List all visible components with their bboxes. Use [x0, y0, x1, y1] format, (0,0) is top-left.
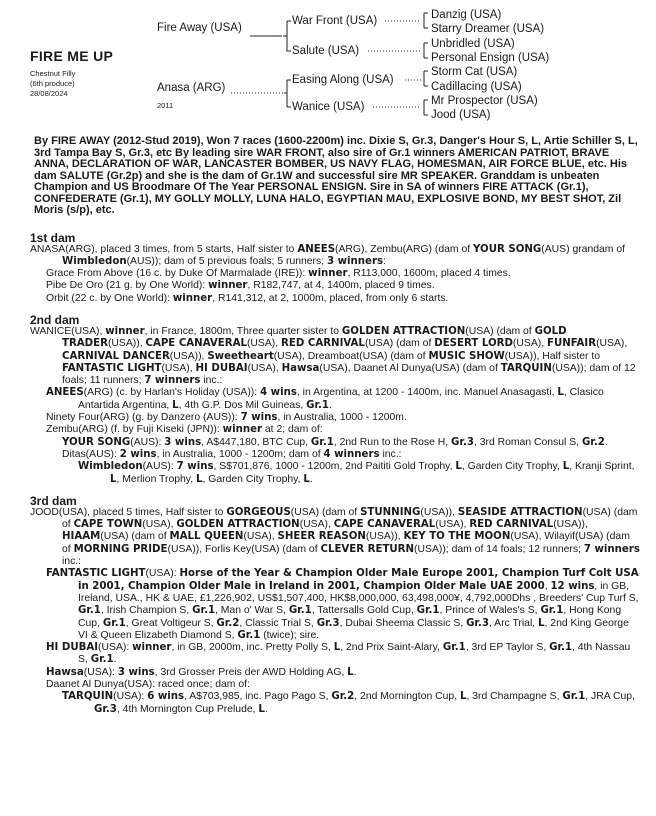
entry-text: , Merlion Trophy,	[116, 473, 196, 485]
highlight-text: HI DUBAI	[195, 362, 248, 374]
entry-text: (USA):	[98, 642, 133, 654]
entry-text: , Irish Champion S,	[100, 605, 193, 617]
entry-text: (USA),	[247, 362, 282, 374]
entry-text: .	[604, 436, 608, 448]
highlight-text: L	[562, 461, 570, 473]
pedigree-entry	[30, 679, 640, 691]
entry-text: .	[113, 654, 117, 666]
highlight-text: 7 winners	[144, 375, 201, 387]
entry-text: (USA), Wilayif(USA) (dam of	[62, 531, 630, 555]
highlight-text: 4 winners	[323, 448, 380, 460]
highlight-text: Horse of the Year & Champion Older Male Europe 2001, Champion Turf Colt USA in 2001, Champion Older Male in Ireland in 2001, Champion Older Male UAE 2000	[78, 568, 639, 592]
entry-text: , A$447,180, BTC Cup,	[201, 436, 311, 448]
entry-text: JOOD(USA), placed 5 times, Half sister to	[30, 506, 227, 518]
highlight-text: MUSIC SHOW	[428, 350, 505, 362]
entry-text: , 2nd Prix Saint-Alary,	[340, 642, 443, 654]
entry-text: , in Argentina, at 1200 - 1400m, inc. Manuel Anasagasti,	[296, 387, 558, 399]
entry-text: (USA), Dreamboat(USA) (dam of	[273, 350, 429, 362]
highlight-text: Gr.1	[540, 605, 564, 617]
highlight-text: Gr.1	[306, 399, 329, 411]
ancestor-dss: Storm Cat (USA)	[431, 66, 518, 78]
entry-text: , 3rd Roman Consul S,	[473, 436, 582, 448]
highlight-text: 6 wins	[147, 691, 185, 703]
family-sections	[30, 232, 640, 716]
highlight-text: CAPE CANAVERAL	[333, 519, 436, 531]
entry-text: , in Australia, 1000 - 1200m.	[277, 412, 407, 424]
highlight-text: RED CARNIVAL	[469, 519, 554, 531]
highlight-text: Gr.3	[466, 617, 489, 629]
entry-text: (USA),	[246, 338, 282, 350]
highlight-text: L	[455, 461, 462, 473]
sire-sire: War Front (USA)	[292, 15, 378, 27]
section-heading: 2nd dam	[30, 312, 80, 327]
highlight-text: SEASIDE ATTRACTION	[457, 506, 583, 518]
dam-section	[30, 495, 640, 716]
entry-text: (USA) (dam of	[100, 531, 170, 543]
entry-text: (USA)),	[553, 519, 588, 531]
entry-text: (USA) (dam of	[62, 506, 638, 531]
highlight-text: 7 winners	[583, 543, 640, 555]
entry-text: (USA)), Half sister to	[504, 350, 601, 362]
highlight-text: Hawsa	[281, 362, 320, 374]
highlight-text: YOUR SONG	[62, 436, 131, 448]
highlight-text: Gr.1	[549, 642, 572, 654]
highlight-text: TARQUIN	[500, 362, 552, 374]
entry-text: (AUS):	[130, 436, 165, 448]
entry-text: , in Australia, 1000 - 1200m; dam of	[156, 448, 324, 460]
pedigree-entry	[46, 387, 640, 412]
pedigree-entry	[30, 280, 640, 292]
highlight-text: HIAAM	[62, 531, 101, 543]
pedigree-entry	[46, 568, 640, 642]
highlight-text: 3 wins	[117, 666, 155, 678]
entry-text: Zembu(ARG) (f. by Fuji Kiseki (JPN)):	[46, 424, 223, 436]
entry-text: , in GB, 2000m, inc. Pretty Polly S,	[171, 642, 334, 654]
entry-text: (ARG) (c. by Harlan's Holiday (USA)):	[83, 387, 261, 399]
pedigree-entry	[30, 268, 640, 280]
entry-text: (USA)),	[107, 338, 146, 350]
entry-text: , A$703,985, inc. Pago Pago S,	[184, 691, 332, 703]
entry-text: (USA),	[243, 531, 278, 543]
entry-text: Grace From Above (16 c. by Duke Of Marmalade (IRE)):	[46, 268, 309, 280]
entry-text: WANICE(USA),	[30, 325, 106, 337]
highlight-text: L	[303, 473, 310, 485]
entry-text: inc.:	[200, 375, 223, 387]
entry-text: , R113,000, 1600m, placed 4 times.	[347, 268, 511, 280]
highlight-text: 4 wins	[260, 387, 297, 399]
ancestor-sds: Unbridled (USA)	[431, 38, 515, 50]
highlight-text: Wimbledon	[78, 461, 143, 473]
sire-introduction: By FIRE AWAY (2012-Stud 2019), Won 7 races (1600-2200m) inc. Dixie S, Gr.3, Danger's Hour S, L, Artie Schiller S, L, 3rd Tampa Bay S, Gr.3, etc By leading sire WAR FRONT, also sire of Gr.1 winners AMERICAN PATRIOT, BRAVE ANNA, DECLARATION OF WAR, LANCASTER BOMBER, US NAVY FLAG, HOMESMAN, AIR FORCE BLUE, etc. His dam SALUTE (Gr.2p) and she is the dam of Gr.1W and successful sire MR SPEAKER. Granddam is unbeaten Champion and US Broodmare Of The Year PERSONAL ENSIGN. Sire in SA of winners FIRE ATTACK (Gr.1), CONFEDERATE (Gr.1), MY GOLLY MOLLY, LUNA HALO, EGYPTIAN MAU, EXPLOSIVE BOND, MY BEST SHOT, Zil Moris (s/p), etc.	[34, 135, 638, 216]
entry-text: ANASA(ARG), placed 3 times, from 5 starts, Half sister to	[30, 243, 298, 255]
highlight-text: RED CARNIVAL	[281, 338, 365, 350]
highlight-text: STUNNING	[360, 506, 421, 518]
entry-text: (USA)), Forlis Key(USA) (dam of	[167, 543, 321, 555]
entry-text: , Clasico Antartida Argentina,	[78, 387, 604, 411]
entry-text: at 2; dam of:	[262, 424, 323, 436]
highlight-text: TARQUIN	[62, 691, 114, 703]
pedigree-entry	[30, 506, 640, 568]
date-of-birth: 28/08/2024	[30, 89, 68, 98]
entry-text: .	[264, 703, 268, 715]
highlight-text: DESERT LORD	[434, 338, 513, 350]
highlight-text: 3 winners	[326, 255, 384, 267]
highlight-text: L	[459, 691, 467, 703]
catalogue-text	[30, 136, 640, 725]
entry-text: inc.:	[379, 448, 402, 460]
highlight-text: 12 wins	[550, 580, 595, 592]
entry-text: Ditas(AUS):	[62, 448, 120, 460]
pedigree-entry	[62, 437, 640, 449]
entry-text: (USA)),	[420, 506, 458, 518]
entry-text: , 3rd EP Taylor S,	[465, 642, 550, 654]
pedigree-entry	[46, 642, 640, 667]
entry-text: , 3rd Champagne S,	[466, 691, 563, 703]
entry-text: (USA):	[83, 666, 118, 678]
highlight-text: Gr.1	[562, 691, 586, 703]
highlight-text: L	[196, 473, 203, 485]
dam-section	[30, 314, 640, 486]
entry-text: (USA)),	[365, 531, 404, 543]
entry-text: (USA) (dam of	[364, 338, 435, 350]
highlight-text: L	[172, 399, 179, 411]
entry-text: Daanet Al Dunya(USA): raced once; dam of:	[46, 679, 250, 690]
entry-text: inc.:	[62, 556, 82, 568]
highlight-text: FUNFAIR	[546, 338, 597, 350]
entry-text: (USA):	[145, 568, 180, 580]
pedigree-entry	[30, 293, 640, 305]
highlight-text: Gr.3	[316, 617, 340, 629]
entry-text: .	[353, 666, 357, 678]
produce-number: (6th produce)	[30, 79, 75, 88]
entry-text: , 2nd Run to the Rose H,	[333, 436, 452, 448]
entry-text: :	[383, 255, 386, 267]
dam-year: 2011	[157, 101, 174, 110]
highlight-text: FANTASTIC LIGHT	[46, 568, 146, 580]
highlight-text: HI DUBAI	[46, 642, 99, 654]
highlight-text: Gr.1	[310, 436, 334, 448]
entry-text: (ARG), Zembu(ARG) (dam of	[335, 243, 474, 255]
entry-text: Orbit (22 c. by One World):	[46, 292, 173, 304]
entry-text: (USA), Daanet Al Dunya(USA) (dam of	[319, 362, 501, 374]
entry-text: , Kranji Sprint,	[569, 461, 635, 473]
highlight-text: Gr.1	[102, 617, 126, 629]
highlight-text: Gr.3	[94, 703, 117, 715]
entry-text: , Hong Kong Cup,	[78, 605, 622, 629]
entry-text: (USA),	[435, 519, 470, 531]
pedigree-entry	[30, 412, 640, 424]
highlight-text: Gr.1	[192, 605, 216, 617]
entry-text: (AUS) grandam of	[541, 243, 625, 255]
highlight-text: winner	[132, 642, 172, 654]
pedigree-entry	[30, 243, 640, 269]
horse-name: FIRE ME UP	[30, 48, 114, 64]
entry-text: , 4th Mornington Cup Prelude,	[116, 703, 259, 715]
entry-text: (AUS)); dam of 5 previous foals; 5 runners;	[126, 255, 327, 267]
highlight-text: L	[557, 387, 564, 399]
highlight-text: ANEES	[46, 387, 84, 399]
entry-text: , Garden City Trophy,	[202, 473, 304, 485]
highlight-text: CARNIVAL DANCER	[62, 350, 170, 362]
highlight-text: Gr.1	[90, 654, 114, 666]
highlight-text: Gr.2	[331, 691, 355, 703]
entry-text: , R141,312, at 2, 1000m, placed, from only 6 starts.	[212, 292, 449, 304]
highlight-text: Gr.2	[581, 436, 605, 448]
entry-text: , 2nd Mornington Cup,	[354, 691, 460, 703]
highlight-text: L	[258, 703, 265, 715]
highlight-text: 7 wins	[176, 461, 214, 473]
ancestor-ssd: Starry Dreamer (USA)	[431, 23, 545, 35]
highlight-text: GOLDEN ATTRACTION	[176, 519, 300, 531]
pedigree-entry	[30, 325, 640, 387]
entry-text: (USA)),	[169, 350, 208, 362]
entry-text: , R182,747, at 4, 1400m, placed 9 times.	[247, 280, 435, 292]
ancestor-dsd: Cadillacing (USA)	[431, 81, 522, 93]
entry-text: (USA) (dam of	[465, 325, 535, 337]
entry-text: , Prince of Wales's S,	[439, 605, 541, 617]
highlight-text: YOUR SONG	[473, 243, 542, 255]
highlight-text: Gr.1	[442, 642, 466, 654]
entry-text: (USA) (dam of	[290, 506, 361, 518]
highlight-text: winner	[172, 292, 213, 304]
section-heading: 3rd dam	[30, 493, 77, 508]
entry-text: (USA):	[113, 691, 148, 703]
highlight-text: Gr.1	[237, 629, 261, 641]
highlight-text: Hawsa	[46, 666, 84, 678]
entry-text: (USA),	[596, 338, 628, 350]
highlight-text: CAPE TOWN	[73, 519, 143, 531]
entry-text: , 4th Nassau S,	[78, 642, 631, 666]
section-heading: 1st dam	[30, 230, 76, 245]
entry-text: , Arc Trial,	[488, 617, 539, 629]
dam-dam: Wanice (USA)	[292, 101, 365, 113]
sire-dam: Salute (USA)	[292, 45, 360, 57]
highlight-text: Gr.1	[78, 605, 101, 617]
entry-text: , 4th G.P. Dos Mil Guineas,	[178, 399, 307, 411]
entry-text: , in GB, Ireland, USA., HK & UAE, £1,226,902, US$1,507,400, HK$8,000,000, 63,498,000¥, 4,792,000Dhs , Breeders' Cup Turf S,	[78, 580, 639, 604]
highlight-text: GORGEOUS	[226, 506, 291, 518]
entry-text: (USA),	[142, 519, 177, 531]
highlight-text: MALL QUEEN	[169, 531, 244, 543]
highlight-text: Gr.1	[288, 605, 312, 617]
entry-text: (AUS):	[142, 461, 177, 473]
highlight-text: winner	[208, 280, 248, 292]
entry-text: Pibe De Oro (21 g. by One World):	[46, 280, 209, 292]
entry-text: (USA),	[299, 519, 334, 531]
entry-text: , in France, 1800m, Three quarter sister to	[144, 325, 342, 337]
entry-text: ,	[544, 580, 551, 592]
highlight-text: winner	[105, 325, 145, 337]
entry-text: .	[328, 399, 332, 411]
highlight-text: Gr.1	[416, 605, 440, 617]
entry-text: , Man o' War S,	[215, 605, 289, 617]
entry-text: (twice); sire.	[260, 629, 320, 641]
highlight-text: winner	[308, 268, 348, 280]
highlight-text: L	[110, 473, 117, 485]
entry-text: , Dubai Sheema Classic S,	[339, 617, 467, 629]
highlight-text: Gr.2	[216, 617, 240, 629]
highlight-text: Wimbledon	[62, 255, 127, 267]
highlight-text: CAPE CANAVERAL	[145, 338, 247, 350]
entry-text: (USA)); dam of 12 foals; 11 runners;	[62, 362, 636, 387]
entry-text: (USA),	[512, 338, 547, 350]
entry-text: , Classic Trial S,	[239, 617, 317, 629]
pedigree-entry	[62, 691, 640, 716]
highlight-text: FANTASTIC LIGHT	[62, 362, 162, 374]
highlight-text: ANEES	[297, 243, 336, 255]
highlight-text: Gr.3	[451, 436, 474, 448]
entry-text: , Tattersalls Gold Cup,	[311, 605, 417, 617]
pedigree-entry	[30, 449, 640, 461]
highlight-text: L	[333, 642, 341, 654]
entry-text: , Great Voltigeur S,	[125, 617, 217, 629]
highlight-text: GOLD TRADER	[62, 325, 567, 350]
dam-name: Anasa (ARG)	[157, 82, 226, 94]
entry-text: , S$701,876, 1000 - 1200m, 2nd Paititi Gold Trophy,	[213, 461, 456, 473]
highlight-text: L	[347, 666, 354, 678]
highlight-text: SHEER REASON	[277, 531, 366, 543]
entry-text: (USA),	[161, 362, 196, 374]
dam-sire: Easing Along (USA)	[292, 74, 394, 86]
entry-text: , JRA Cup,	[585, 691, 635, 703]
pedigree-entry	[62, 461, 640, 486]
entry-text: , 2nd King George VI & Queen Elizabeth Diamond S,	[78, 617, 629, 641]
highlight-text: 7 wins	[240, 412, 278, 424]
highlight-text: L	[538, 617, 545, 629]
entry-text: , 3rd Grosser Preis der AWD Holding AG,	[154, 666, 348, 678]
highlight-text: GOLDEN ATTRACTION	[341, 325, 466, 337]
highlight-text: 2 wins	[119, 448, 157, 460]
ancestor-sss: Danzig (USA)	[431, 9, 502, 21]
highlight-text: Sweetheart	[207, 350, 274, 362]
ancestor-sdd: Personal Ensign (USA)	[431, 52, 550, 64]
entry-text: (USA)); dam of 14 foals; 12 runners;	[414, 543, 584, 555]
sire-name: Fire Away (USA)	[157, 22, 242, 34]
highlight-text: MORNING PRIDE	[73, 543, 168, 555]
entry-text: , Garden City Trophy,	[461, 461, 563, 473]
highlight-text: winner	[222, 424, 263, 436]
highlight-text: CLEVER RETURN	[320, 543, 415, 555]
ancestor-ddd: Jood (USA)	[431, 109, 491, 121]
highlight-text: 3 wins	[164, 436, 202, 448]
pedigree-entry	[30, 424, 640, 436]
pedigree-entry	[30, 667, 640, 679]
entry-text: Ninety Four(ARG) (g. by Danzero (AUS)):	[46, 412, 241, 424]
highlight-text: KEY TO THE MOON	[403, 531, 511, 543]
ancestor-dds: Mr Prospector (USA)	[431, 95, 538, 107]
entry-text: .	[309, 473, 313, 485]
horse-description: Chestnut Filly	[30, 69, 76, 78]
dam-section	[30, 232, 640, 305]
